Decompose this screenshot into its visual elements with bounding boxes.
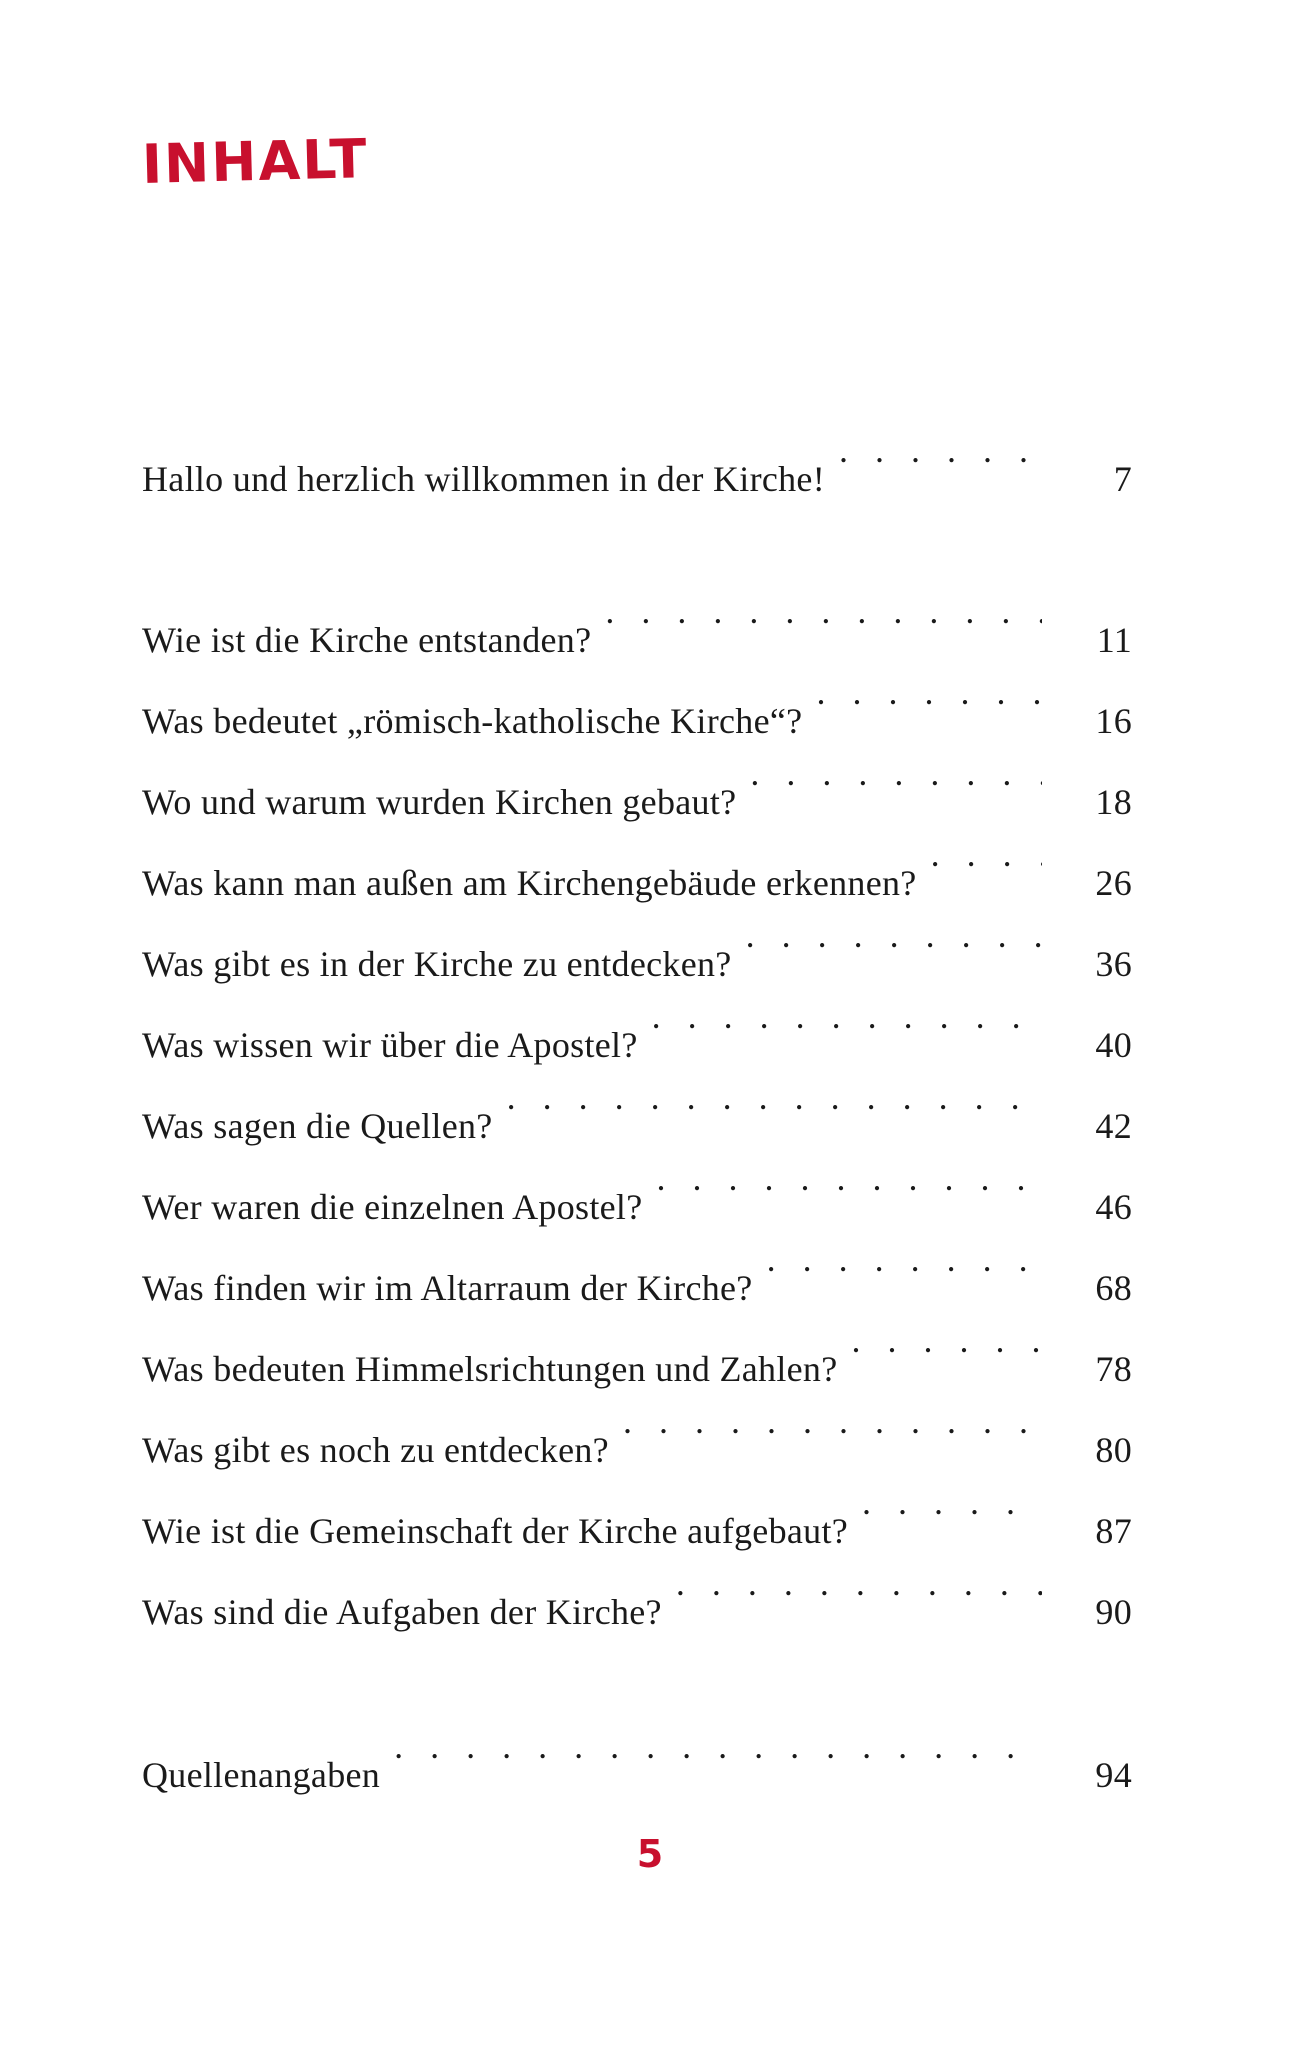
toc-entry[interactable] <box>142 1706 1132 1795</box>
toc-entry-page: 26 <box>1095 863 1132 903</box>
dot-leader <box>507 1057 1042 1138</box>
toc-entry-title: Wie ist die Gemeinschaft der Kirche aufgebaut? <box>142 1511 849 1551</box>
toc-entry-title: Was bedeuten Himmelsrichtungen und Zahlen? <box>142 1349 838 1389</box>
dot-leader <box>767 1219 1042 1300</box>
dot-leader <box>652 976 1042 1057</box>
dot-leader <box>394 1706 1042 1787</box>
toc-group-intro <box>142 410 1132 499</box>
toc-entry-title: Was gibt es in der Kirche zu entdecken? <box>142 944 732 984</box>
page-title: INHALT <box>141 127 370 196</box>
toc-entry-page: 18 <box>1095 782 1132 822</box>
dot-leader <box>676 1543 1042 1624</box>
toc-entry-page: 16 <box>1095 701 1132 741</box>
dot-leader <box>750 733 1042 814</box>
toc-entry-title: Was gibt es noch zu entdecken? <box>142 1430 609 1470</box>
dot-leader <box>746 895 1042 976</box>
dot-leader <box>862 1462 1042 1543</box>
toc-entry-page: 40 <box>1095 1025 1132 1065</box>
toc-entry[interactable] <box>142 410 1132 499</box>
toc-entry-page: 78 <box>1095 1349 1132 1389</box>
toc-entry-page: 42 <box>1095 1106 1132 1146</box>
toc-entry[interactable] <box>142 571 1132 660</box>
toc-entry-title: Wo und warum wurden Kirchen gebaut? <box>142 782 737 822</box>
table-of-contents <box>142 410 1132 1795</box>
dot-leader <box>931 814 1042 895</box>
toc-group-chapters <box>142 571 1132 1632</box>
toc-entry-title: Hallo und herzlich willkommen in der Kirche! <box>142 459 825 499</box>
toc-entry-page: 68 <box>1095 1268 1132 1308</box>
toc-group-sources <box>142 1706 1132 1795</box>
toc-entry-title: Was wissen wir über die Apostel? <box>142 1025 638 1065</box>
toc-entry-title: Was kann man außen am Kirchengebäude erkennen? <box>142 863 917 903</box>
toc-entry-page: 36 <box>1095 944 1132 984</box>
toc-entry-page: 94 <box>1095 1755 1132 1795</box>
toc-entry-title: Was sagen die Quellen? <box>142 1106 493 1146</box>
toc-entry-page: 80 <box>1095 1430 1132 1470</box>
toc-entry-title: Was bedeutet „römisch-katholische Kirche“? <box>142 701 803 741</box>
dot-leader <box>816 652 1042 733</box>
toc-entry-page: 7 <box>1113 459 1132 499</box>
dot-leader <box>657 1138 1043 1219</box>
toc-entry-page: 46 <box>1095 1187 1132 1227</box>
dot-leader <box>852 1300 1043 1381</box>
toc-entry-title: Wer waren die einzelnen Apostel? <box>142 1187 643 1227</box>
toc-entry-title: Was sind die Aufgaben der Kirche? <box>142 1592 662 1632</box>
toc-entry-title: Wie ist die Kirche entstanden? <box>142 620 592 660</box>
toc-entry-title: Was finden wir im Altarraum der Kirche? <box>142 1268 753 1308</box>
toc-entry-title: Quellenangaben <box>142 1755 381 1795</box>
dot-leader <box>839 410 1042 491</box>
toc-entry-page: 11 <box>1096 620 1132 660</box>
page-number: 5 <box>636 1832 664 1876</box>
dot-leader <box>605 571 1042 652</box>
dot-leader <box>623 1381 1042 1462</box>
toc-entry-page: 87 <box>1095 1511 1132 1551</box>
toc-entry-page: 90 <box>1095 1592 1132 1632</box>
